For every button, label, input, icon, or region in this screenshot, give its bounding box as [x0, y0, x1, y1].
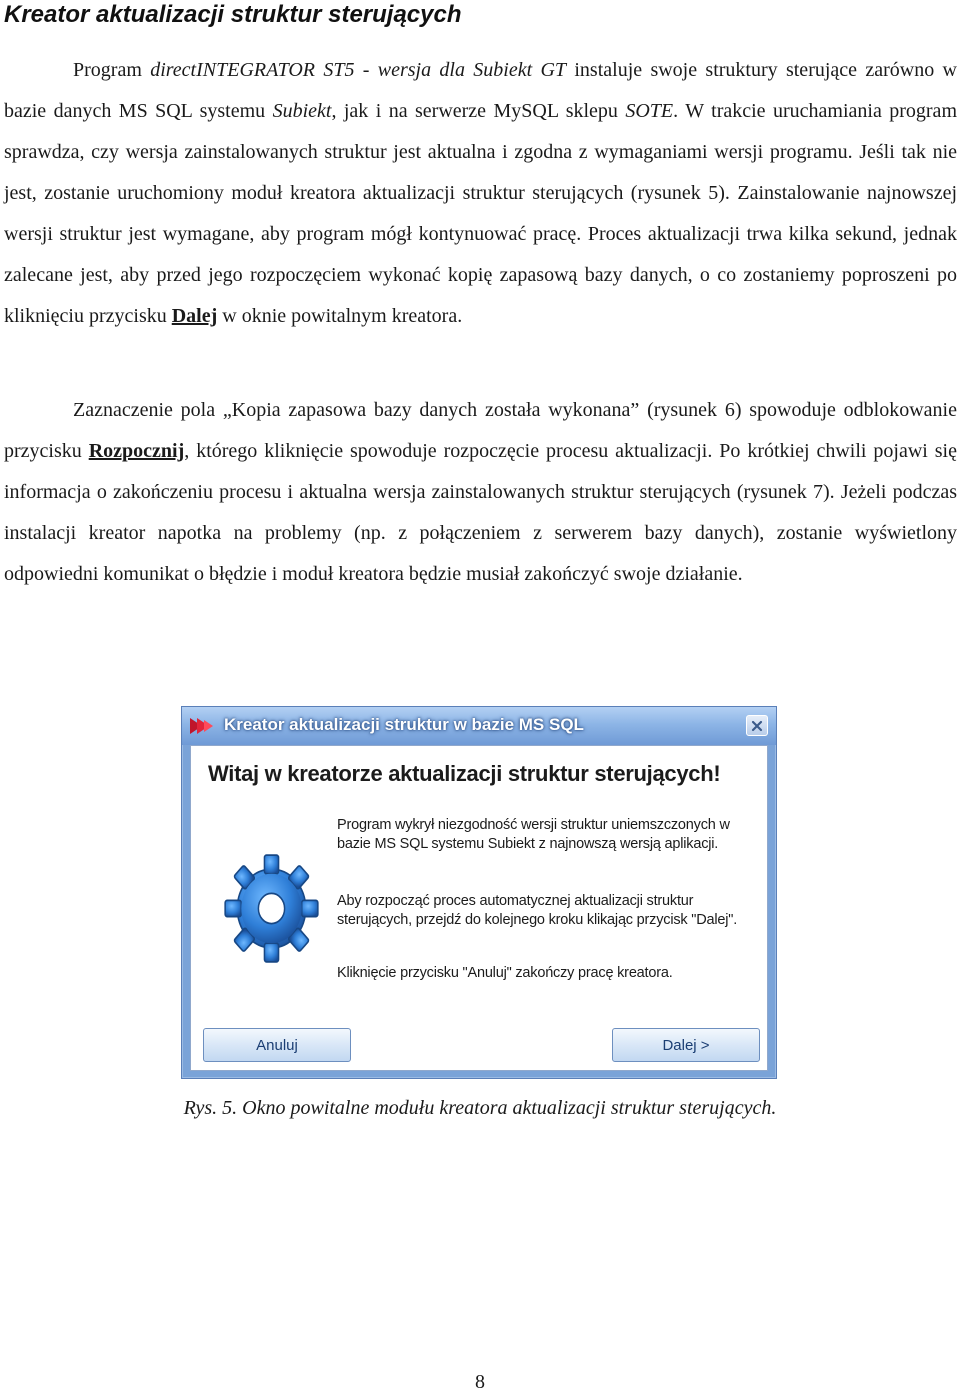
wizard-dialog	[181, 706, 777, 1079]
text-run: . W trakcie uruchamiania program sprawdza, czy wersja zainstalowanych struktur jest aktualna i zgodna z wymaganiami wersji programu. Jeśli tak nie jest, zostanie uruchomiony moduł kreatora aktualizacji struktur sterujących (rysunek 5). Zainstalowanie najnowszej wersji struktur jest wymagane, aby program mógł kontynuować pracę. Proces aktualizacji trwa kilka sekund, jednak zalecane jest, aby przed jego rozpoczęciem wykonać kopię zapasową bazy danych, o co zostaniemy poproszeni po kliknięciu przycisku	[4, 100, 957, 327]
text-run: Zaznaczenie pola „Kopia zapasowa bazy danych została wykonana” (rysunek 6) spowoduje odblokowanie przycisku	[4, 399, 957, 462]
text-run: , jak i na serwerze MySQL sklepu	[331, 100, 626, 122]
dialog-titlebar[interactable]	[182, 707, 776, 745]
welcome-heading: Witaj w kreatorze aktualizacji struktur sterujących!	[208, 761, 721, 786]
paragraph-update	[4, 390, 957, 595]
close-button[interactable]	[746, 715, 768, 736]
next-button[interactable]: Dalej >	[612, 1028, 760, 1062]
dalej-reference: Dalej	[171, 305, 218, 327]
gear-icon	[219, 846, 324, 971]
page-heading: Kreator aktualizacji struktur sterujących	[4, 1, 462, 28]
instruction-message: Aby rozpocząć proces automatycznej aktualizacji struktur sterujących, przejdź do kolejnego kroku klikając przycisk "Dalej".	[337, 893, 738, 928]
system-name: Subiekt	[272, 100, 332, 122]
paragraph-intro	[4, 50, 957, 337]
product-name: directINTEGRATOR ST5 - wersja dla Subiekt GT	[150, 59, 567, 81]
cancel-button[interactable]: Anuluj	[203, 1028, 351, 1062]
text-run: instaluje swoje struktury sterujące zarówno w bazie danych MS SQL systemu	[4, 59, 957, 122]
info-message: Program wykrył niezgodność wersji struktur uniemszczonych w bazie MS SQL systemu Subiekt z najnowszą wersją aplikacji.	[337, 817, 730, 852]
app-logo-icon	[188, 715, 218, 737]
close-icon	[751, 720, 763, 732]
text-run: w oknie powitalnym kreatora.	[217, 305, 463, 327]
rozpocznij-reference: Rozpocznij	[88, 440, 185, 462]
text-run: Program	[73, 59, 151, 81]
dialog-content	[190, 745, 768, 1071]
dialog-title: Kreator aktualizacji struktur w bazie MS SQL	[224, 715, 584, 734]
shop-name: SOTE	[625, 100, 674, 122]
cancel-hint-message: Kliknięcie przycisku "Anuluj" zakończy pracę kreatora.	[337, 965, 673, 981]
text-run: , którego kliknięcie spowoduje rozpoczęcie procesu aktualizacji. Po krótkiej chwili pojawi się informacja o zakończeniu procesu i aktualna wersja zainstalowanych struktur sterujących (rysunek 7). Jeżeli podczas instalacji kreator napotka na problemy (np. z połączeniem z serwerem bazy danych), zostanie wyświetlony odpowiedni komunikat o błędzie i moduł kreatora będzie musiał zakończyć swoje działanie.	[4, 440, 957, 585]
figure-caption: Rys. 5. Okno powitalne modułu kreatora aktualizacji struktur sterujących.	[183, 1097, 777, 1119]
page-number: 8	[475, 1371, 485, 1393]
